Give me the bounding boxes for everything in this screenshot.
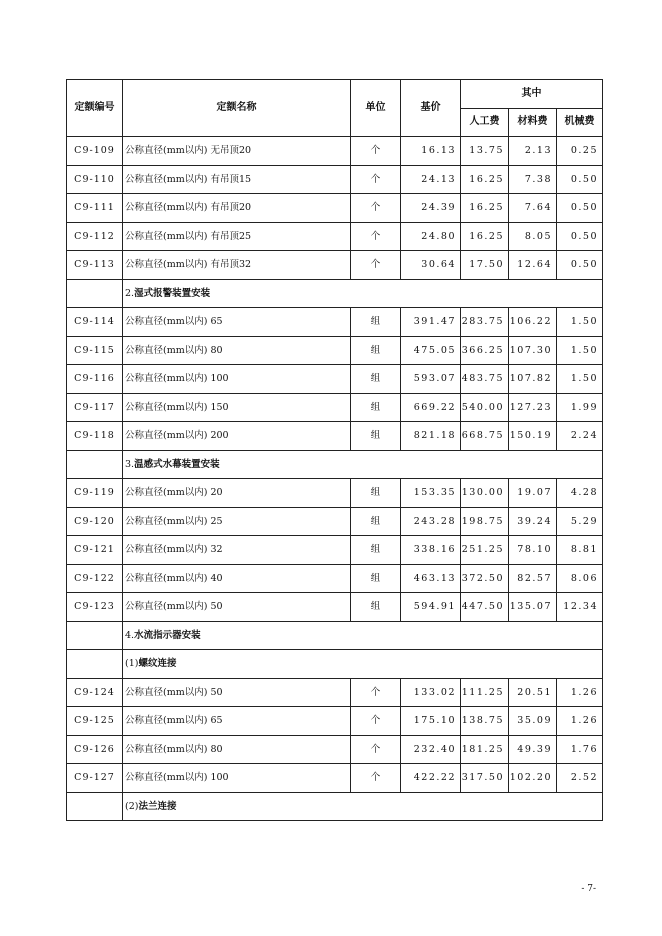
cell-labor: 17.50 [461,251,509,280]
cell-labor: 251.25 [461,536,509,565]
section-row [67,279,603,308]
section-row [67,450,603,479]
cell-base-price: 232.40 [401,735,461,764]
cell-unit: 组 [351,536,401,565]
table-row [67,707,603,736]
cell-name: 公称直径(mm以内) 65 [123,707,351,736]
cell-labor: 13.75 [461,137,509,166]
cell-material: 127.23 [509,393,557,422]
table-row [67,365,603,394]
cell-name: 公称直径(mm以内) 有吊顶32 [123,251,351,280]
cell-labor: 668.75 [461,422,509,451]
table-row [67,222,603,251]
table-row [67,137,603,166]
cell-code: C9-122 [67,564,123,593]
cell-base-price: 391.47 [401,308,461,337]
cell-machine: 1.50 [557,336,603,365]
cell-labor: 16.25 [461,165,509,194]
cell-unit: 个 [351,707,401,736]
section-prefix: (1) [125,658,139,669]
cell-code: C9-124 [67,678,123,707]
cell-machine: 1.26 [557,707,603,736]
cell-labor: 130.00 [461,479,509,508]
cell-material: 106.22 [509,308,557,337]
cell-base-price: 24.80 [401,222,461,251]
cell-code: C9-123 [67,593,123,622]
cell-name: 公称直径(mm以内) 80 [123,336,351,365]
cell-name: 公称直径(mm以内) 100 [123,764,351,793]
cell-machine: 2.24 [557,422,603,451]
cell-code: C9-119 [67,479,123,508]
cell-material: 7.64 [509,194,557,223]
cell-unit: 组 [351,393,401,422]
section-title-text: 螺纹连接 [138,658,177,669]
cell-name: 公称直径(mm以内) 32 [123,536,351,565]
cell-name: 公称直径(mm以内) 有吊顶20 [123,194,351,223]
quota-table [66,79,603,821]
section-title [123,792,603,821]
cell-material: 12.64 [509,251,557,280]
cell-machine: 0.25 [557,137,603,166]
table-row [67,564,603,593]
table-row [67,479,603,508]
table-row [67,336,603,365]
header-machine: 机械费 [557,108,603,137]
section-code-cell [67,279,123,308]
table-row [67,422,603,451]
cell-unit: 组 [351,507,401,536]
cell-machine: 1.26 [557,678,603,707]
cell-labor: 16.25 [461,222,509,251]
cell-name: 公称直径(mm以内) 25 [123,507,351,536]
cell-code: C9-113 [67,251,123,280]
cell-code: C9-126 [67,735,123,764]
table-row [67,536,603,565]
cell-base-price: 243.28 [401,507,461,536]
section-prefix: (2) [125,800,139,812]
cell-labor: 540.00 [461,393,509,422]
cell-unit: 个 [351,222,401,251]
cell-labor: 138.75 [461,707,509,736]
cell-labor: 483.75 [461,365,509,394]
cell-labor: 317.50 [461,764,509,793]
section-row [67,650,603,679]
cell-machine: 8.81 [557,536,603,565]
section-code-cell [67,621,123,650]
cell-unit: 组 [351,479,401,508]
cell-material: 150.19 [509,422,557,451]
cell-code: C9-109 [67,137,123,166]
cell-base-price: 669.22 [401,393,461,422]
section-title-text: 温感式水幕装置安装 [134,458,220,470]
cell-base-price: 594.91 [401,593,461,622]
cell-labor: 111.25 [461,678,509,707]
section-title [123,650,603,679]
cell-base-price: 821.18 [401,422,461,451]
cell-code: C9-117 [67,393,123,422]
cell-material: 20.51 [509,678,557,707]
cell-base-price: 30.64 [401,251,461,280]
cell-unit: 组 [351,422,401,451]
cell-code: C9-127 [67,764,123,793]
table-row [67,507,603,536]
cell-material: 19.07 [509,479,557,508]
cell-unit: 组 [351,365,401,394]
section-code-cell [67,792,123,821]
header-of-which: 其中 [461,80,603,109]
cell-material: 102.20 [509,764,557,793]
cell-code: C9-115 [67,336,123,365]
cell-labor: 372.50 [461,564,509,593]
cell-base-price: 338.16 [401,536,461,565]
cell-unit: 组 [351,336,401,365]
table-row [67,194,603,223]
cell-name: 公称直径(mm以内) 80 [123,735,351,764]
cell-unit: 个 [351,137,401,166]
cell-name: 公称直径(mm以内) 100 [123,365,351,394]
cell-name: 公称直径(mm以内) 50 [123,678,351,707]
cell-base-price: 593.07 [401,365,461,394]
table-row [67,308,603,337]
cell-code: C9-120 [67,507,123,536]
cell-material: 35.09 [509,707,557,736]
table-row [67,593,603,622]
cell-unit: 个 [351,678,401,707]
cell-base-price: 463.13 [401,564,461,593]
section-title [123,279,603,308]
cell-code: C9-118 [67,422,123,451]
cell-unit: 个 [351,165,401,194]
section-prefix: 4. [125,629,135,641]
cell-name: 公称直径(mm以内) 有吊顶15 [123,165,351,194]
cell-material: 107.82 [509,365,557,394]
cell-code: C9-111 [67,194,123,223]
cell-base-price: 24.13 [401,165,461,194]
table-row [67,251,603,280]
table-row [67,393,603,422]
page-number: - 7- [581,884,596,894]
cell-code: C9-121 [67,536,123,565]
table-row [67,678,603,707]
table-row [67,764,603,793]
cell-base-price: 422.22 [401,764,461,793]
cell-material: 107.30 [509,336,557,365]
cell-labor: 181.25 [461,735,509,764]
cell-unit: 组 [351,593,401,622]
header-base-price: 基价 [401,80,461,137]
cell-code: C9-112 [67,222,123,251]
table-row [67,165,603,194]
cell-machine: 12.34 [557,593,603,622]
cell-material: 2.13 [509,137,557,166]
cell-machine: 1.50 [557,308,603,337]
cell-material: 135.07 [509,593,557,622]
cell-name: 公称直径(mm以内) 有吊顶25 [123,222,351,251]
cell-code: C9-125 [67,707,123,736]
cell-name: 公称直径(mm以内) 40 [123,564,351,593]
cell-labor: 447.50 [461,593,509,622]
cell-material: 82.57 [509,564,557,593]
cell-material: 49.39 [509,735,557,764]
cell-name: 公称直径(mm以内) 150 [123,393,351,422]
cell-unit: 个 [351,735,401,764]
cell-code: C9-116 [67,365,123,394]
section-code-cell [67,450,123,479]
section-prefix: 2. [125,287,135,299]
section-title-text: 湿式报警装置安装 [134,287,211,299]
cell-name: 公称直径(mm以内) 无吊顶20 [123,137,351,166]
section-title [123,621,603,650]
table-header [67,80,603,137]
cell-machine: 1.76 [557,735,603,764]
cell-unit: 组 [351,308,401,337]
cell-name: 公称直径(mm以内) 50 [123,593,351,622]
header-material: 材料费 [509,108,557,137]
cell-labor: 198.75 [461,507,509,536]
cell-code: C9-114 [67,308,123,337]
cell-machine: 0.50 [557,222,603,251]
cell-base-price: 175.10 [401,707,461,736]
cell-base-price: 24.39 [401,194,461,223]
cell-machine: 1.99 [557,393,603,422]
cell-code: C9-110 [67,165,123,194]
section-title-text: 水流指示器安装 [134,629,201,641]
cell-machine: 8.06 [557,564,603,593]
cell-machine: 2.52 [557,764,603,793]
cell-name: 公称直径(mm以内) 200 [123,422,351,451]
section-title [123,450,603,479]
cell-base-price: 16.13 [401,137,461,166]
cell-unit: 组 [351,564,401,593]
header-labor: 人工费 [461,108,509,137]
cell-unit: 个 [351,194,401,223]
cell-unit: 个 [351,251,401,280]
header-name: 定额名称 [123,80,351,137]
cell-base-price: 133.02 [401,678,461,707]
cell-material: 78.10 [509,536,557,565]
cell-machine: 5.29 [557,507,603,536]
cell-unit: 个 [351,764,401,793]
header-unit: 单位 [351,80,401,137]
section-title-text: 法兰连接 [138,800,177,812]
header-code: 定额编号 [67,80,123,137]
cell-machine: 4.28 [557,479,603,508]
section-code-cell [67,650,123,679]
section-row [67,621,603,650]
section-row [67,792,603,821]
table-row [67,735,603,764]
cell-base-price: 153.35 [401,479,461,508]
cell-machine: 1.50 [557,365,603,394]
table-body [67,137,603,821]
cell-labor: 283.75 [461,308,509,337]
cell-machine: 0.50 [557,165,603,194]
cell-name: 公称直径(mm以内) 20 [123,479,351,508]
cell-name: 公称直径(mm以内) 65 [123,308,351,337]
cell-labor: 366.25 [461,336,509,365]
cell-machine: 0.50 [557,251,603,280]
cell-material: 7.38 [509,165,557,194]
cell-base-price: 475.05 [401,336,461,365]
cell-machine: 0.50 [557,194,603,223]
cell-labor: 16.25 [461,194,509,223]
section-prefix: 3. [125,458,135,470]
cell-material: 39.24 [509,507,557,536]
cell-material: 8.05 [509,222,557,251]
